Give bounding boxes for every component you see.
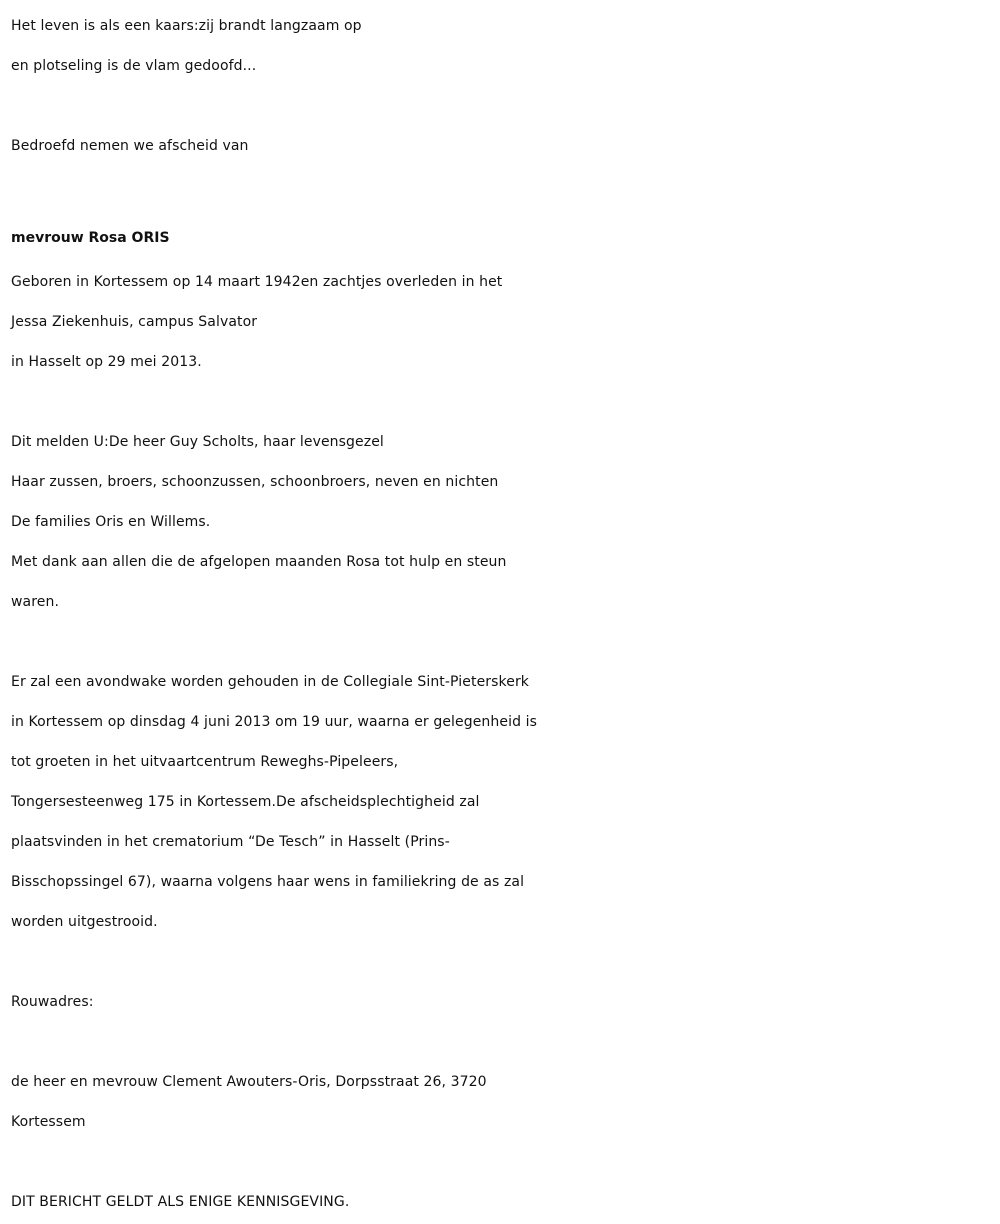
spacer <box>11 1022 996 1062</box>
ceremony-line-6: Bisschopssingel 67), waarna volgens haar wens in familiekring de as zal <box>11 874 525 890</box>
family-line-3: De families Oris en Willems. <box>11 514 211 530</box>
poem-line-1: Het leven is als een kaars:zij brandt langzaam op <box>11 18 362 34</box>
address-label: Rouwadres: <box>11 994 94 1010</box>
address-line-1: de heer en mevrouw Clement Awouters-Oris, Dorpsstraat 26, 3720 <box>11 1074 487 1090</box>
family-line-4: Met dank aan allen die de afgelopen maanden Rosa tot hulp en steun <box>11 554 507 570</box>
ceremony-line-7: worden uitgestrooid. <box>11 914 158 930</box>
deceased-name: mevrouw Rosa ORIS <box>11 230 170 246</box>
spacer <box>11 86 996 126</box>
obituary-notice <box>11 6 996 1222</box>
spacer <box>11 166 996 206</box>
poem-line-2: en plotseling is de vlam gedoofd... <box>11 58 257 74</box>
intro-text: Bedroefd nemen we afscheid van <box>11 138 249 154</box>
notice-text: DIT BERICHT GELDT ALS ENIGE KENNISGEVING. <box>11 1194 350 1210</box>
birth-death-line-1: Geboren in Kortessem op 14 maart 1942en zachtjes overleden in het <box>11 274 503 290</box>
spacer <box>11 1142 996 1182</box>
birth-death-line-3: in Hasselt op 29 mei 2013. <box>11 354 202 370</box>
spacer <box>11 382 996 422</box>
spacer <box>11 942 996 982</box>
spacer <box>11 622 996 662</box>
ceremony-line-4: Tongersesteenweg 175 in Kortessem.De afscheidsplechtigheid zal <box>11 794 480 810</box>
ceremony-line-1: Er zal een avondwake worden gehouden in de Collegiale Sint-Pieterskerk <box>11 674 530 690</box>
ceremony-line-2: in Kortessem op dinsdag 4 juni 2013 om 19 uur, waarna er gelegenheid is <box>11 714 538 730</box>
family-line-2: Haar zussen, broers, schoonzussen, schoonbroers, neven en nichten <box>11 474 499 490</box>
birth-death-line-2: Jessa Ziekenhuis, campus Salvator <box>11 314 258 330</box>
address-line-2: Kortessem <box>11 1114 86 1130</box>
family-line-5: waren. <box>11 594 60 610</box>
ceremony-line-5: plaatsvinden in het crematorium “De Tesch” in Hasselt (Prins- <box>11 834 450 850</box>
family-line-1: Dit melden U:De heer Guy Scholts, haar levensgezel <box>11 434 384 450</box>
ceremony-line-3: tot groeten in het uitvaartcentrum Reweghs-Pipeleers, <box>11 754 399 770</box>
